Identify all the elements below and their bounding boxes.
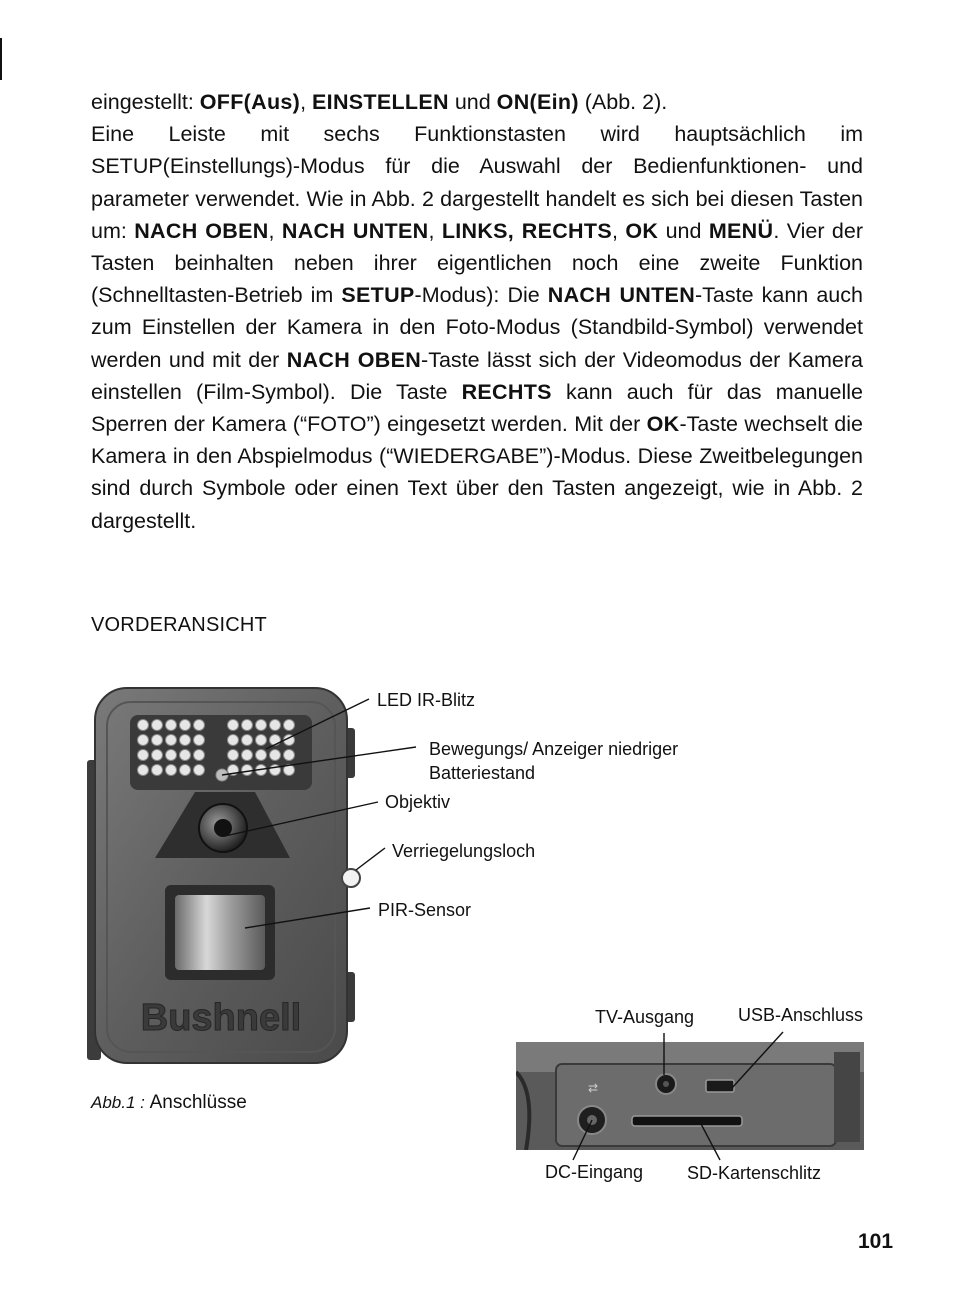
ports-image (516, 1042, 864, 1150)
figure-caption (91, 1092, 247, 1114)
label-motion-line2: Batteriestand (429, 763, 536, 783)
caption-prefix: Abb.1 : (91, 1093, 150, 1112)
paragraph-1: eingestellt: OFF(Aus), EINSTELLEN und ON(Ein) (Abb. 2). (91, 90, 668, 114)
label-lock-hole: Verriegelungsloch (392, 841, 536, 861)
body-text (91, 86, 863, 537)
label-tv-out: TV-Ausgang (595, 1007, 695, 1027)
svg-text:⇄: ⇄ (588, 1081, 599, 1095)
page-number: 101 (858, 1230, 894, 1253)
label-pir-sensor: PIR-Sensor (378, 900, 472, 920)
label-usb: USB-Anschluss (738, 1005, 864, 1025)
label-lens: Objektiv (385, 792, 451, 812)
brand-logo: Bushnell (140, 997, 302, 1039)
caption-text: Anschlüsse (149, 1092, 247, 1113)
paragraph-2: Eine Leiste mit sechs Funktionstasten wird hauptsächlich im SETUP(Einstellungs)-Modus für die Auswahl der Bedienfunktionen- und parameter verwendet. Wie in Abb. 2 dargestellt handelt es sich bei diesen Tasten um: NACH OBEN, NACH UNTEN, LINKS, RECHTS, OK und MENÜ. Vier der Tasten beinhalten neben ihrer eigentlichen noch eine zweite Funktion (Schnelltasten-Betrieb im SETUP-Modus): Die NACH UNTEN-Taste kann auch zum Einstellen der Kamera in den Foto-Modus (Standbild-Symbol) verwendet werden und mit der NACH OBEN-Taste lässt sich der Videomodus der Kamera einstellen (Film-Symbol). Die Taste RECHTS kann auch für das manuelle Sperren der Kamera (“FOTO”) eingesetzt werden. Mit der OK-Taste wechselt die Kamera in den Abspielmodus (“WIEDERGABE”)-Modus. Diese Zweitbelegungen sind durch Symbole oder einen Text über den Tasten angezeigt, wie in Abb. 2 dargestellt. (91, 122, 863, 533)
label-sd-slot: SD-Kartenschlitz (687, 1163, 822, 1183)
section-title: VORDERANSICHT (91, 614, 267, 636)
label-dc-in: DC-Eingang (545, 1162, 644, 1182)
camera-front-image (85, 680, 375, 1070)
label-led-ir: LED IR-Blitz (377, 690, 476, 710)
crop-mark (0, 38, 2, 80)
label-motion-line1: Bewegungs/ Anzeiger niedriger (429, 739, 679, 759)
